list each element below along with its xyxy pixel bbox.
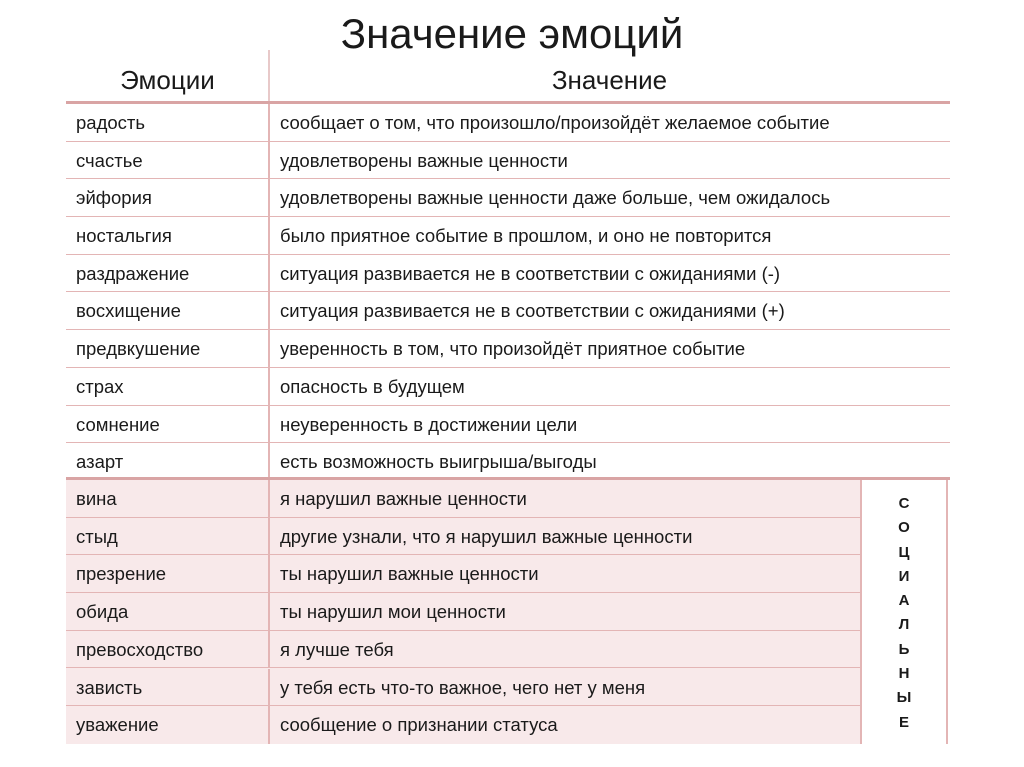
label-letter: Ы [896,689,912,707]
column-divider [268,330,270,367]
table-row [66,555,860,593]
column-divider [268,179,270,216]
table-row [66,255,950,293]
table-row [66,480,860,518]
table-row [66,406,950,444]
header-emotions: Эмоции [120,65,215,95]
meaning-cell: ситуация развивается не в соответствии с ожиданиями (+) [280,300,785,322]
emotion-cell: сомнение [76,413,160,435]
column-divider [268,368,270,405]
social-label-letters [862,492,946,735]
meaning-cell: сообщает о том, что произошло/произойдёт желаемое событие [280,112,830,133]
table-row [66,706,860,744]
column-divider [268,104,270,141]
table-row [66,443,950,481]
emotion-cell: азарт [76,451,124,473]
column-divider [268,518,270,555]
column-divider [268,593,270,630]
meaning-cell: ты нарушил мои ценности [280,601,506,623]
table-row [66,142,950,180]
meaning-cell: я лучше тебя [280,638,394,660]
column-divider [268,406,270,443]
table-row [66,292,950,330]
emotion-cell: раздражение [76,262,190,284]
meaning-cell: опасность в будущем [280,375,465,397]
label-letter: Е [898,713,909,731]
emotions-table [66,104,950,481]
table-row [66,669,860,707]
emotion-cell: уважение [76,714,159,736]
table-row [66,217,950,255]
column-divider [268,142,270,179]
table-row [66,593,860,631]
label-letter: А [898,592,910,610]
emotion-cell: ностальгия [76,225,172,247]
column-divider [268,443,270,481]
meaning-cell: есть возможность выигрыша/выгоды [280,451,597,473]
label-letter: С [898,495,910,512]
label-letter: Л [898,616,910,634]
column-divider [268,669,270,706]
emotion-cell: обида [76,601,129,623]
table-row [66,104,950,142]
column-divider [268,255,270,292]
emotion-cell: презрение [76,563,167,585]
emotion-cell: восхищение [76,300,181,322]
label-letter: Ь [898,640,910,658]
label-letter: Н [898,665,910,683]
emotion-cell: превосходство [76,638,204,660]
social-vertical-label [860,480,948,744]
table-row [66,518,860,556]
meaning-cell: было приятное событие в прошлом, и оно не повторится [280,225,772,247]
table-header [66,60,950,100]
emotion-cell: зависть [76,676,143,698]
column-divider [268,631,270,668]
column-divider [268,706,270,744]
label-letter: И [898,567,910,585]
table-row [66,330,950,368]
column-divider [268,480,270,517]
emotion-cell: страх [76,375,124,397]
table-row [66,631,860,669]
emotion-cell: вина [76,488,117,509]
meaning-cell: сообщение о признании статуса [280,714,558,736]
page-title: Значение эмоций [340,10,684,57]
label-letter: Ц [898,543,910,561]
emotion-cell: предвкушение [76,338,201,360]
column-divider [268,217,270,254]
meaning-cell: неуверенность в достижении цели [280,413,578,435]
emotion-cell: радость [76,112,146,133]
meaning-cell: удовлетворены важные ценности [280,149,568,171]
meaning-cell: я нарушил важные ценности [280,488,527,509]
column-divider [268,292,270,329]
header-meaning: Значение [551,65,668,95]
table-row [66,368,950,406]
social-emotions-section [66,480,950,744]
meaning-cell: другие узнали, что я нарушил важные ценности [280,525,693,547]
meaning-cell: ситуация развивается не в соответствии с ожиданиями (-) [280,262,781,284]
emotion-cell: стыд [76,525,118,547]
table-row [66,179,950,217]
label-letter: О [898,519,910,537]
column-divider [268,555,270,592]
meaning-cell: ты нарушил важные ценности [280,563,539,585]
meaning-cell: у тебя есть что-то важное, чего нет у меня [280,676,646,698]
emotion-cell: эйфория [76,187,152,209]
meaning-cell: уверенность в том, что произойдёт приятное событие [280,338,746,360]
emotion-cell: счастье [76,149,143,171]
meaning-cell: удовлетворены важные ценности даже больше, чем ожидалось [280,187,831,209]
